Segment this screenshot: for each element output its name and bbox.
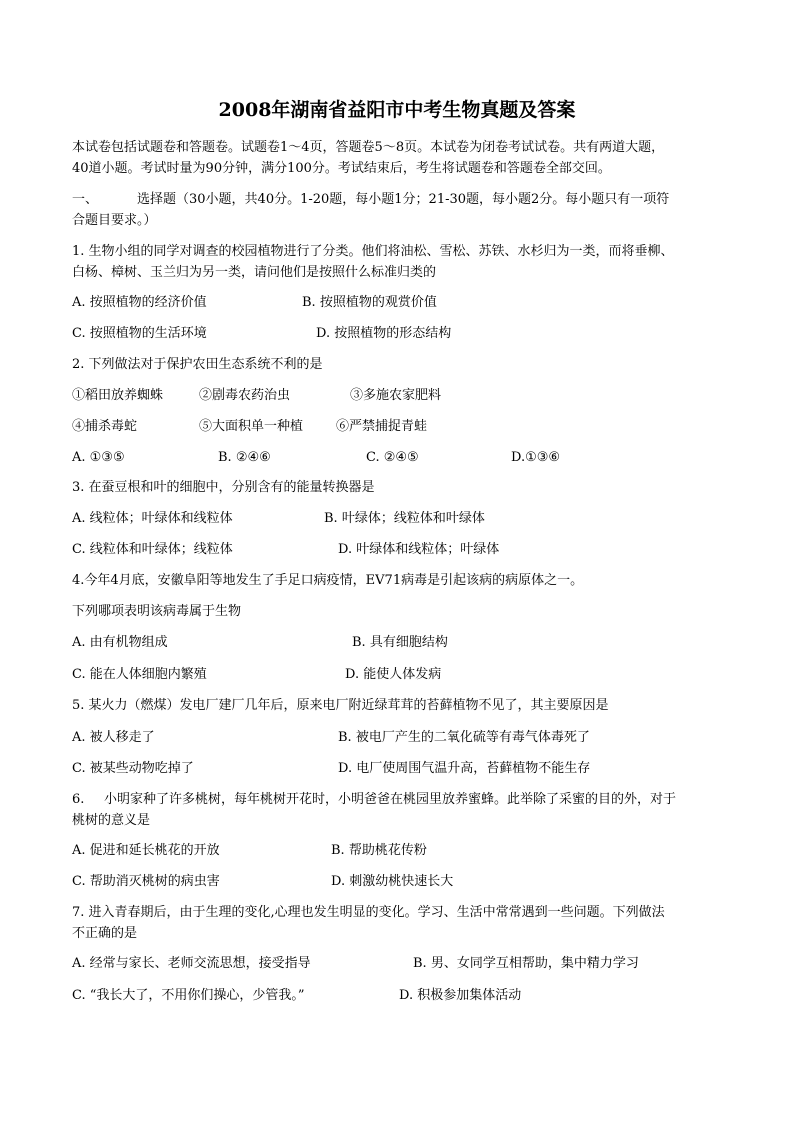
q6-number: 6. — [72, 792, 85, 807]
q1-option-b: B. 按照植物的观赏价值 — [302, 295, 437, 310]
q3-option-c: C. 线粒体和叶绿体；线粒体 — [72, 542, 233, 557]
section-number: 一、 — [72, 192, 99, 207]
q6-option-d: D. 刺激幼桃快速长大 — [331, 874, 454, 889]
q2-option-a: A. ①③⑤ — [72, 450, 125, 465]
q7-option-d: D. 积极参加集体活动 — [399, 988, 522, 1003]
section-heading-line-1: 选择题（30小题，共40分。1-20题，每小题1分；21-30题，每小题2分。每小题只有一项符 — [137, 192, 670, 207]
q5-option-b: B. 被电厂产生的二氧化硫等有毒气体毒死了 — [338, 730, 590, 745]
q2-item-6: ⑥严禁捕捉青蛙 — [336, 419, 428, 434]
q2-item-5: ⑤大面积单一种植 — [199, 419, 304, 434]
q7-option-b: B. 男、女同学互相帮助，集中精力学习 — [413, 956, 639, 971]
q7-option-c: C. “我长大了，不用你们操心，少管我。” — [72, 988, 305, 1003]
q2-option-c: C. ②④⑤ — [366, 450, 419, 465]
q2-item-1: ①稻田放养蜘蛛 — [72, 388, 164, 403]
q1-option-c: C. 按照植物的生活环境 — [72, 326, 207, 341]
q1-option-a: A. 按照植物的经济价值 — [72, 295, 207, 310]
q2-item-3: ③多施农家肥料 — [350, 388, 442, 403]
q6-stem-line-1: 小明家种了许多桃树，每年桃树开花时，小明爸爸在桃园里放养蜜蜂。此举除了采蜜的目的外，对于 — [104, 792, 677, 807]
q7-stem-line-2: 不正确的是 — [72, 926, 138, 941]
q6-option-c: C. 帮助消灭桃树的病虫害 — [72, 874, 220, 889]
q6-option-a: A. 促进和延长桃花的开放 — [72, 843, 220, 858]
q1-stem-line-2: 白杨、樟树、玉兰归为另一类，请问他们是按照什么标准归类的 — [72, 265, 437, 280]
q6-option-b: B. 帮助桃花传粉 — [331, 843, 427, 858]
section-heading-line-2: 合题目要求。） — [72, 213, 157, 228]
q1-stem-line-1: 1. 生物小组的同学对调查的校园植物进行了分类。他们将油松、雪松、苏铁、水杉归为一类，而将垂柳、 — [72, 244, 674, 259]
q7-stem-line-1: 7. 进入青春期后，由于生理的变化,心理也发生明显的变化。学习、生活中常常遇到一些问题。下列做法 — [72, 905, 665, 920]
q7-option-a: A. 经常与家长、老师交流思想，接受指导 — [72, 956, 311, 971]
page-title: 2008年湖南省益阳市中考生物真题及答案 — [218, 99, 576, 121]
q1-option-d: D. 按照植物的形态结构 — [316, 326, 452, 341]
q3-stem: 3. 在蚕豆根和叶的细胞中，分别含有的能量转换器是 — [72, 480, 375, 495]
q5-option-a: A. 被人移走了 — [72, 730, 155, 745]
q4-option-b: B. 具有细胞结构 — [352, 635, 448, 650]
intro-line-2: 40道小题。考试时量为90分钟，满分100分。考试结束后，考生将试题卷和答题卷全部交回。 — [72, 161, 611, 176]
q4-stem-line-1: 4.今年4月底，安徽阜阳等地发生了手足口病疫情，EV71病毒是引起该病的病原体之一。 — [72, 573, 584, 588]
q2-option-b: B. ②④⑥ — [218, 450, 271, 465]
q5-option-d: D. 电厂使周围气温升高，苔藓植物不能生存 — [338, 761, 591, 776]
q5-stem: 5. 某火力（燃煤）发电厂建厂几年后，原来电厂附近绿茸茸的苔藓植物不见了，其主要原因是 — [72, 698, 609, 713]
q4-option-a: A. 由有机物组成 — [72, 635, 168, 650]
q2-item-4: ④捕杀毒蛇 — [72, 419, 138, 434]
q2-option-d: D.①③⑥ — [511, 450, 561, 465]
q3-option-b: B. 叶绿体；线粒体和叶绿体 — [324, 511, 485, 526]
q4-option-d: D. 能使人体发病 — [345, 667, 442, 682]
q5-option-c: C. 被某些动物吃掉了 — [72, 761, 194, 776]
q3-option-d: D. 叶绿体和线粒体；叶绿体 — [338, 542, 500, 557]
q4-stem-line-2: 下列哪项表明该病毒属于生物 — [72, 604, 242, 619]
intro-line-1: 本试卷包括试题卷和答题卷。试题卷1～4页，答题卷5～8页。本试卷为闭卷考试试卷。共有两道大题， — [72, 140, 665, 155]
q3-option-a: A. 线粒体；叶绿体和线粒体 — [72, 511, 233, 526]
q2-stem: 2. 下列做法对于保护农田生态系统不利的是 — [72, 357, 323, 372]
q6-stem-line-2: 桃树的意义是 — [72, 813, 151, 828]
q2-item-2: ②剧毒农药治虫 — [199, 388, 291, 403]
q4-option-c: C. 能在人体细胞内繁殖 — [72, 667, 207, 682]
